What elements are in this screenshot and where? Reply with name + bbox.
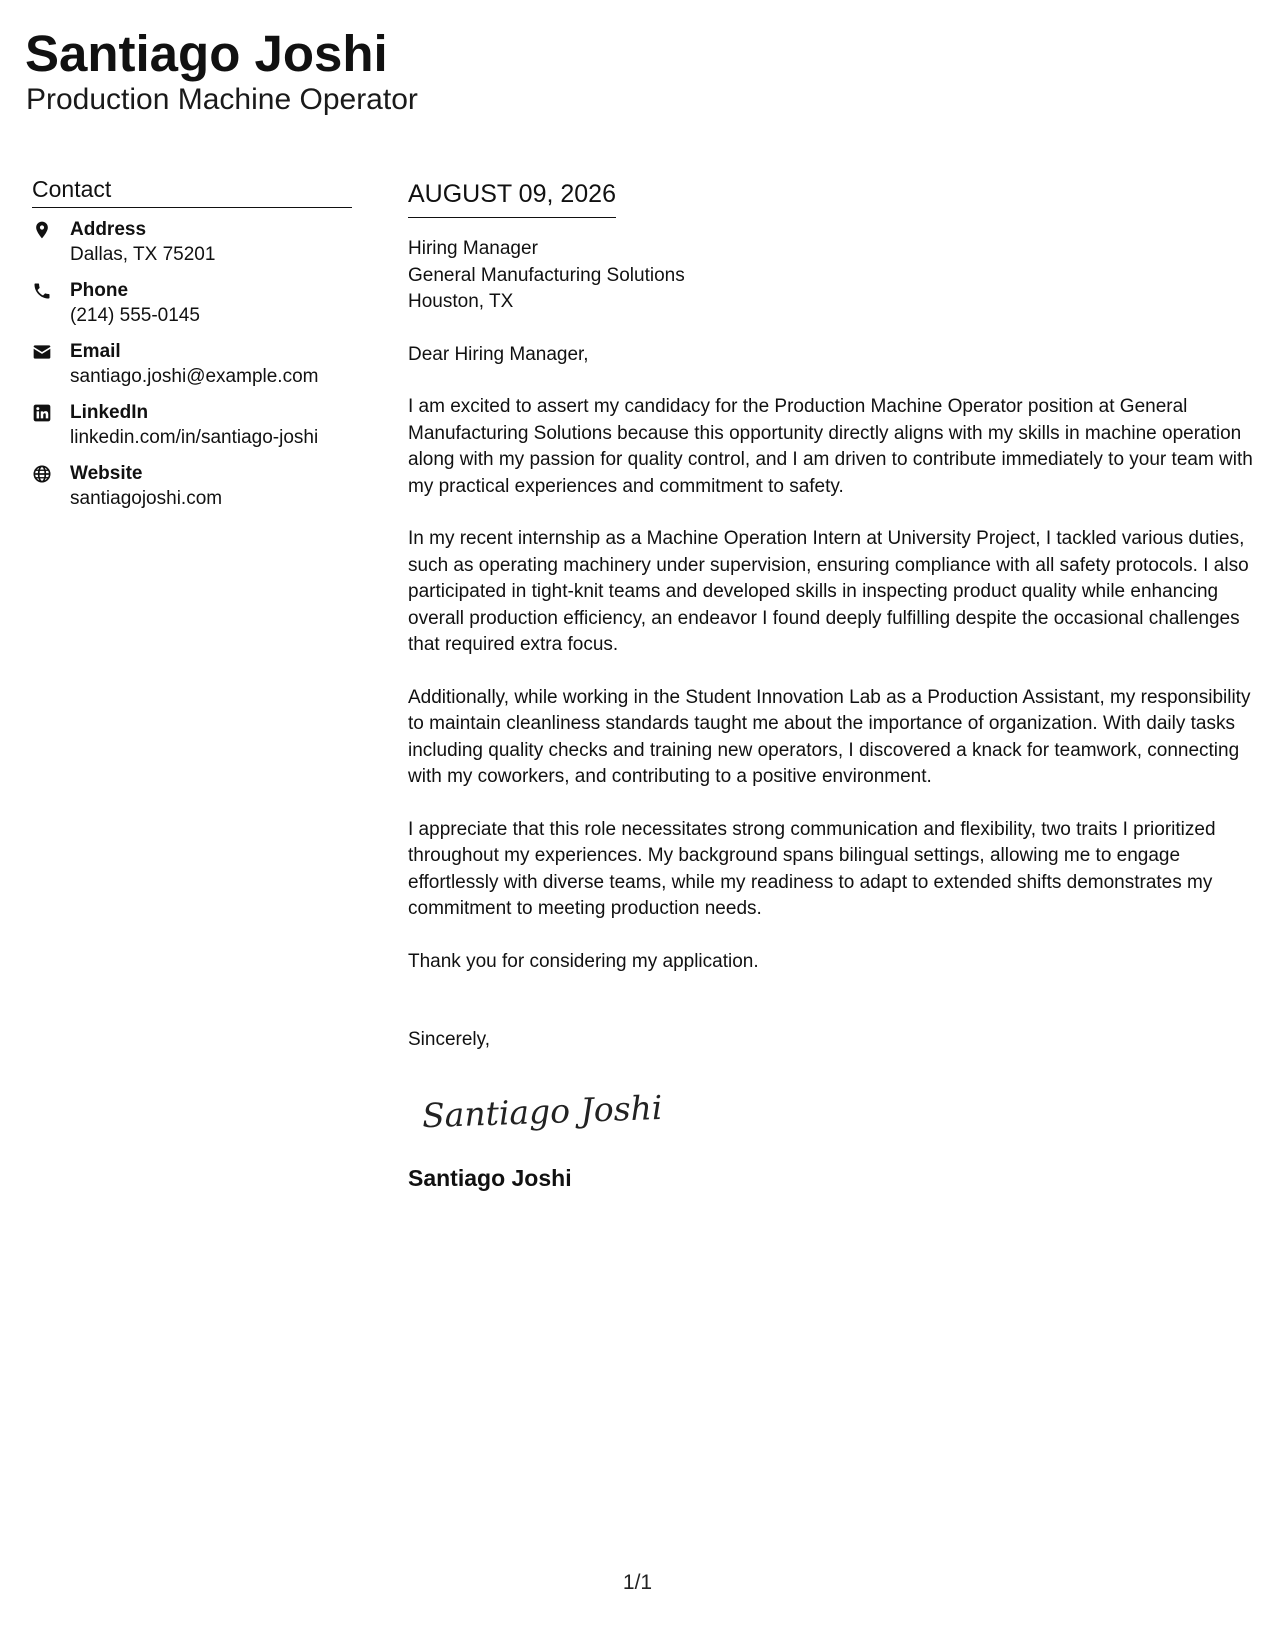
- contact-sidebar: [32, 175, 352, 523]
- contact-heading: Contact: [32, 175, 352, 208]
- linkedin-icon: [32, 403, 54, 425]
- paragraph-intro: I am excited to assert my candidacy for the Production Machine Operator position at General Manufacturing Solutions because this opportunity directly aligns with my skills in machine operation along with my passion for quality control, and I am driven to contribute immediately to your team with my practical experiences and commitment to safety.: [408, 396, 1253, 497]
- phone-label: Phone: [70, 280, 129, 301]
- paragraph-lab: Additionally, while working in the Student Innovation Lab as a Production Assistant, my responsibility to maintain cleanliness standards taught me about the importance of organization. With daily tasks including quality checks and training new operators, I discovered a knack for teamwork, connecting with my coworkers, and contributing to a positive environment.: [408, 686, 1251, 787]
- phone-value[interactable]: (214) 555-0145: [70, 305, 200, 326]
- recipient-block: [408, 236, 1253, 316]
- signature-block: [408, 1027, 1253, 1193]
- globe-icon: [32, 464, 54, 486]
- handwritten-signature: [420, 1079, 670, 1145]
- closing: Sincerely,: [408, 1029, 491, 1050]
- recipient-location: Houston, TX: [408, 291, 514, 312]
- contact-item-linkedin: [32, 401, 352, 450]
- linkedin-label: LinkedIn: [70, 402, 149, 423]
- recipient-company: General Manufacturing Solutions: [408, 264, 685, 286]
- job-title: Production Machine Operator: [26, 83, 418, 116]
- phone-icon: [32, 281, 54, 303]
- address-value: Dallas, TX 75201: [70, 244, 216, 265]
- signature-text: Santiago Joshi: [421, 1087, 663, 1136]
- letter-date: AUGUST 09, 2026: [408, 177, 616, 218]
- website-label: Website: [70, 463, 143, 484]
- envelope-icon: [32, 342, 54, 364]
- paragraph-thanks: Thank you for considering my application.: [408, 950, 759, 972]
- email-value[interactable]: santiago.joshi@example.com: [70, 366, 319, 387]
- salutation: Dear Hiring Manager,: [408, 343, 589, 365]
- map-pin-icon: [32, 220, 54, 242]
- contact-item-email: [32, 340, 352, 389]
- applicant-name: Santiago Joshi: [25, 25, 388, 82]
- email-label: Email: [70, 341, 121, 362]
- page-number: 1/1: [622, 1571, 653, 1594]
- recipient-name: Hiring Manager: [408, 238, 538, 259]
- website-value[interactable]: santiagojoshi.com: [70, 488, 223, 509]
- letter-body: [408, 177, 1253, 1193]
- paragraph-internship: In my recent internship as a Machine Operation Intern at University Project, I tackled various duties, such as operating machinery under supervision, ensuring compliance with all safety protocols. I also participated in tight-knit teams and developed skills in inspecting product quality while enhancing overall production efficiency, an endeavor I found deeply fulfilling despite the occasional challenges that required extra focus.: [408, 528, 1249, 655]
- contact-item-address: [32, 218, 352, 267]
- paragraph-skills: I appreciate that this role necessitates strong communication and flexibility, two traits I prioritized throughout my experiences. My background spans bilingual settings, allowing me to engage effortlessly with diverse teams, while my readiness to adapt to extended shifts demonstrates my commitment to meeting production needs.: [408, 818, 1216, 919]
- linkedin-value[interactable]: linkedin.com/in/santiago-joshi: [70, 427, 319, 448]
- signer-name: Santiago Joshi: [408, 1165, 572, 1191]
- contact-item-phone: [32, 279, 352, 328]
- contact-item-website: [32, 462, 352, 511]
- address-label: Address: [70, 219, 147, 240]
